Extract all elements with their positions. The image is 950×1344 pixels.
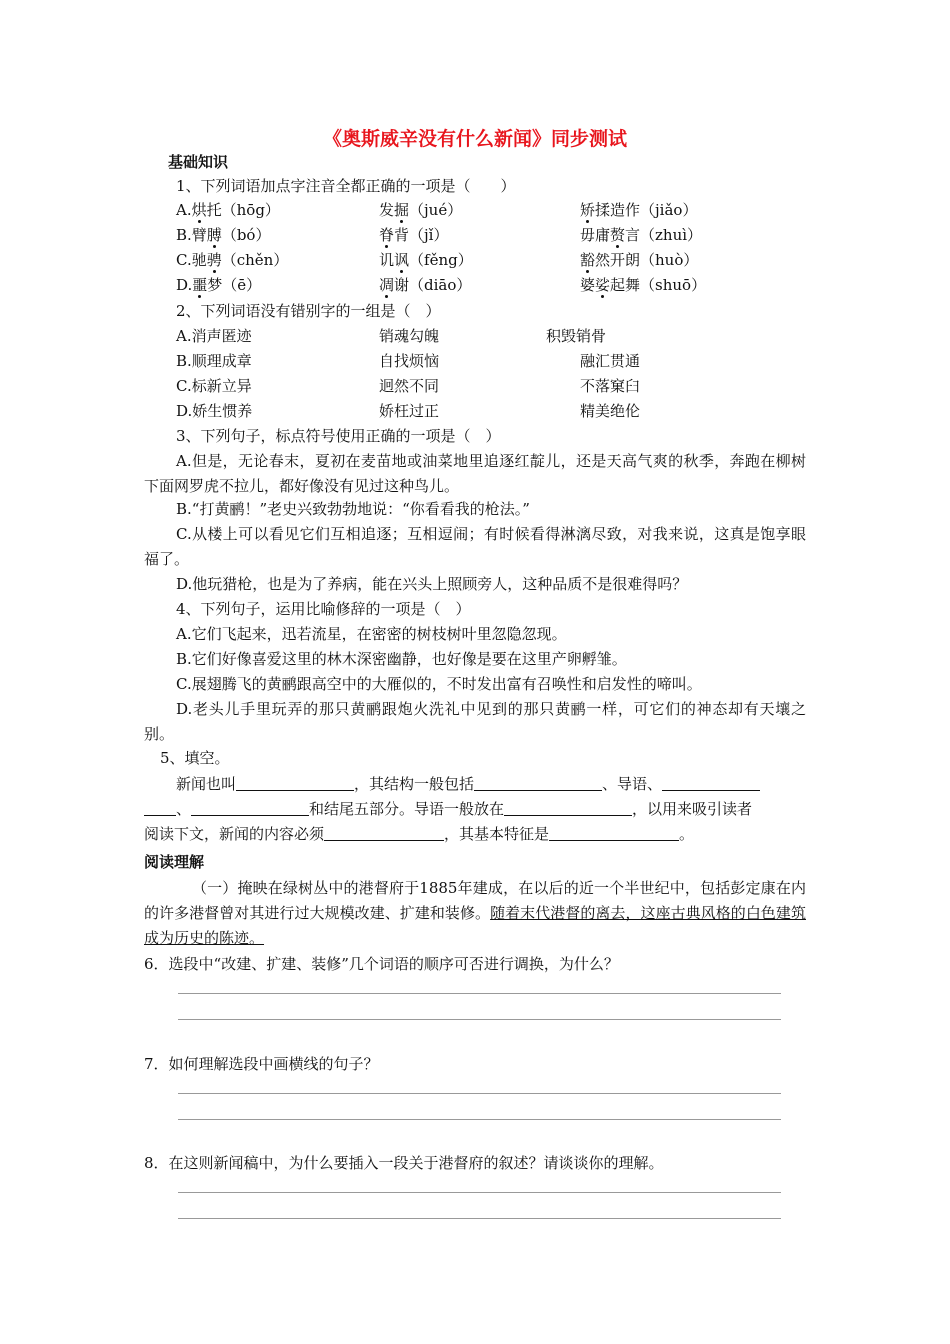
answer-line[interactable] (178, 1019, 781, 1020)
q5-fill-line-2 (144, 798, 752, 820)
q5-blank-1[interactable] (236, 774, 354, 791)
answer-line[interactable] (178, 1093, 781, 1094)
q4-option-d: D.老头儿手里玩弄的那只黄鹂跟炮火洗礼中见到的那只黄鹂一样，可它们的神态却有天壤之别。 (144, 700, 806, 743)
q2-option-b-word1: B.顺理成章 (176, 352, 252, 370)
question-6: 6．选段中“改建、扩建、装修”几个词语的顺序可否进行调换，为什么？ (144, 955, 619, 973)
question-1-stem: 1、下列词语加点字注音全都正确的一项是（ ） (176, 177, 516, 195)
q5-fill-line-1 (176, 773, 760, 795)
q5-blank-2[interactable] (474, 774, 602, 791)
question-8: 8．在这则新闻稿中，为什么要插入一段关于港督府的叙述？请谈谈你的理解。 (144, 1154, 664, 1172)
answer-line[interactable] (178, 1218, 781, 1219)
answer-line[interactable] (178, 1192, 781, 1193)
q1-option-b-word2: 脊背（jǐ） (379, 226, 449, 244)
q5-fill-line-3 (144, 823, 694, 845)
q2-option-a-word1: A.消声匿迹 (176, 327, 252, 345)
q5-blank-3[interactable] (662, 774, 760, 791)
q2-option-c-word2: 迥然不同 (379, 377, 440, 395)
q5-text-3: 、导语、 (602, 775, 663, 793)
section-heading-basics: 基础知识 (168, 153, 229, 171)
question-4-stem: 4、下列句子，运用比喻修辞的一项是（ ） (176, 600, 471, 618)
section-heading-reading: 阅读理解 (144, 853, 205, 871)
q5-blank-6[interactable] (324, 824, 444, 841)
q1-option-a-word1: A.烘托（hōg） (176, 201, 280, 219)
question-7: 7．如何理解选段中画横线的句子？ (144, 1055, 379, 1073)
q1-option-d-word1: D.噩梦（ē） (176, 276, 262, 294)
q5-text-1: 新闻也叫 (176, 775, 237, 793)
q3-option-b: B.“打黄鹂！”老史兴致勃勃地说：“你看看我的枪法。” (176, 500, 530, 518)
q5-blank-7[interactable] (549, 824, 679, 841)
q1-option-c-word3: 豁然开朗（huò） (580, 251, 699, 269)
q2-option-d-word2: 娇枉过正 (379, 402, 440, 420)
q5-text-8: ，其基本特征是 (444, 825, 550, 843)
q1-option-b-word1: B.臂膊（bó） (176, 226, 271, 244)
answer-line[interactable] (178, 993, 781, 994)
q2-option-d-word1: D.娇生惯养 (176, 402, 253, 420)
q2-option-c-word1: C.标新立异 (176, 377, 252, 395)
q1-option-a-word3: 矫揉造作（jiǎo） (580, 201, 698, 219)
question-5-stem: 5、填空。 (160, 749, 230, 767)
q1-option-d-word2: 凋谢（diāo） (379, 276, 472, 294)
q1-option-b-word3: 毋庸赘言（zhuì） (580, 226, 703, 244)
q3-option-a: A.但是，无论春末，夏初在麦苗地或油菜地里追逐红靛儿，还是天高气爽的秋季，奔跑在柳树下面网罗虎不拉儿，都好像没有见过这种鸟儿。 (144, 452, 806, 495)
answer-line[interactable] (178, 1119, 781, 1120)
reading-passage (144, 876, 806, 951)
q4-option-c: C.展翅腾飞的黄鹂跟高空中的大雁似的，不时发出富有召唤性和启发性的啼叫。 (176, 675, 702, 693)
q4-option-a: A.它们飞起来，迅若流星，在密密的树枝树叶里忽隐忽现。 (176, 625, 567, 643)
q5-text-6: ，以用来吸引读者 (632, 800, 753, 818)
q5-blank-3-cont[interactable] (144, 799, 176, 816)
passage-text: （一）掩映在绿树丛中的港督府于1885年建成，在以后的近一个半世纪中，包括彭定康在内的许多港督曾对其进行过大规模改建、扩建和装修。 (144, 879, 806, 922)
q2-option-a-word3: 积毁销骨 (546, 327, 607, 345)
q2-option-d-word3: 精美绝伦 (580, 402, 641, 420)
q5-text-2: ，其结构一般包括 (354, 775, 475, 793)
q1-option-c-word2: 讥讽（fěng） (379, 251, 473, 269)
q5-text-5: 和结尾五部分。导语一般放在 (309, 800, 505, 818)
q3-option-d: D.他玩猎枪，也是为了养病，能在兴头上照顾旁人，这种品质不是很难得吗？ (176, 575, 688, 593)
q1-option-c-word1: C.驰骋（chěn） (176, 251, 289, 269)
q5-text-7: 阅读下文，新闻的内容必须 (144, 825, 325, 843)
q2-option-a-word2: 销魂勾魄 (379, 327, 440, 345)
q5-blank-4[interactable] (191, 799, 309, 816)
question-2-stem: 2、下列词语没有错别字的一组是（ ） (176, 302, 441, 320)
q5-text-4: 、 (176, 800, 192, 818)
q5-text-9: 。 (679, 825, 695, 843)
q2-option-b-word2: 自找烦恼 (379, 352, 440, 370)
q3-option-c: C.从楼上可以看见它们互相追逐；互相逗闹；有时候看得淋漓尽致，对我来说，这真是饱享眼福了。 (144, 525, 806, 568)
question-3-stem: 3、下列句子，标点符号使用正确的一项是（ ） (176, 427, 501, 445)
q2-option-b-word3: 融汇贯通 (580, 352, 641, 370)
q1-option-d-word3: 婆娑起舞（shuō） (580, 276, 707, 294)
q1-option-a-word2: 发掘（jué） (379, 201, 463, 219)
q4-option-b: B.它们好像喜爱这里的林木深密幽静，也好像是要在这里产卵孵雏。 (176, 650, 627, 668)
page-title: 《奥斯威辛没有什么新闻》同步测试 (322, 128, 627, 150)
q2-option-c-word3: 不落窠臼 (580, 377, 641, 395)
passage-underlined-sentence: 随着末代港督的离去，这座古典风格的白色建筑成为历史的陈迹。 (144, 904, 806, 947)
q5-blank-5[interactable] (504, 799, 632, 816)
